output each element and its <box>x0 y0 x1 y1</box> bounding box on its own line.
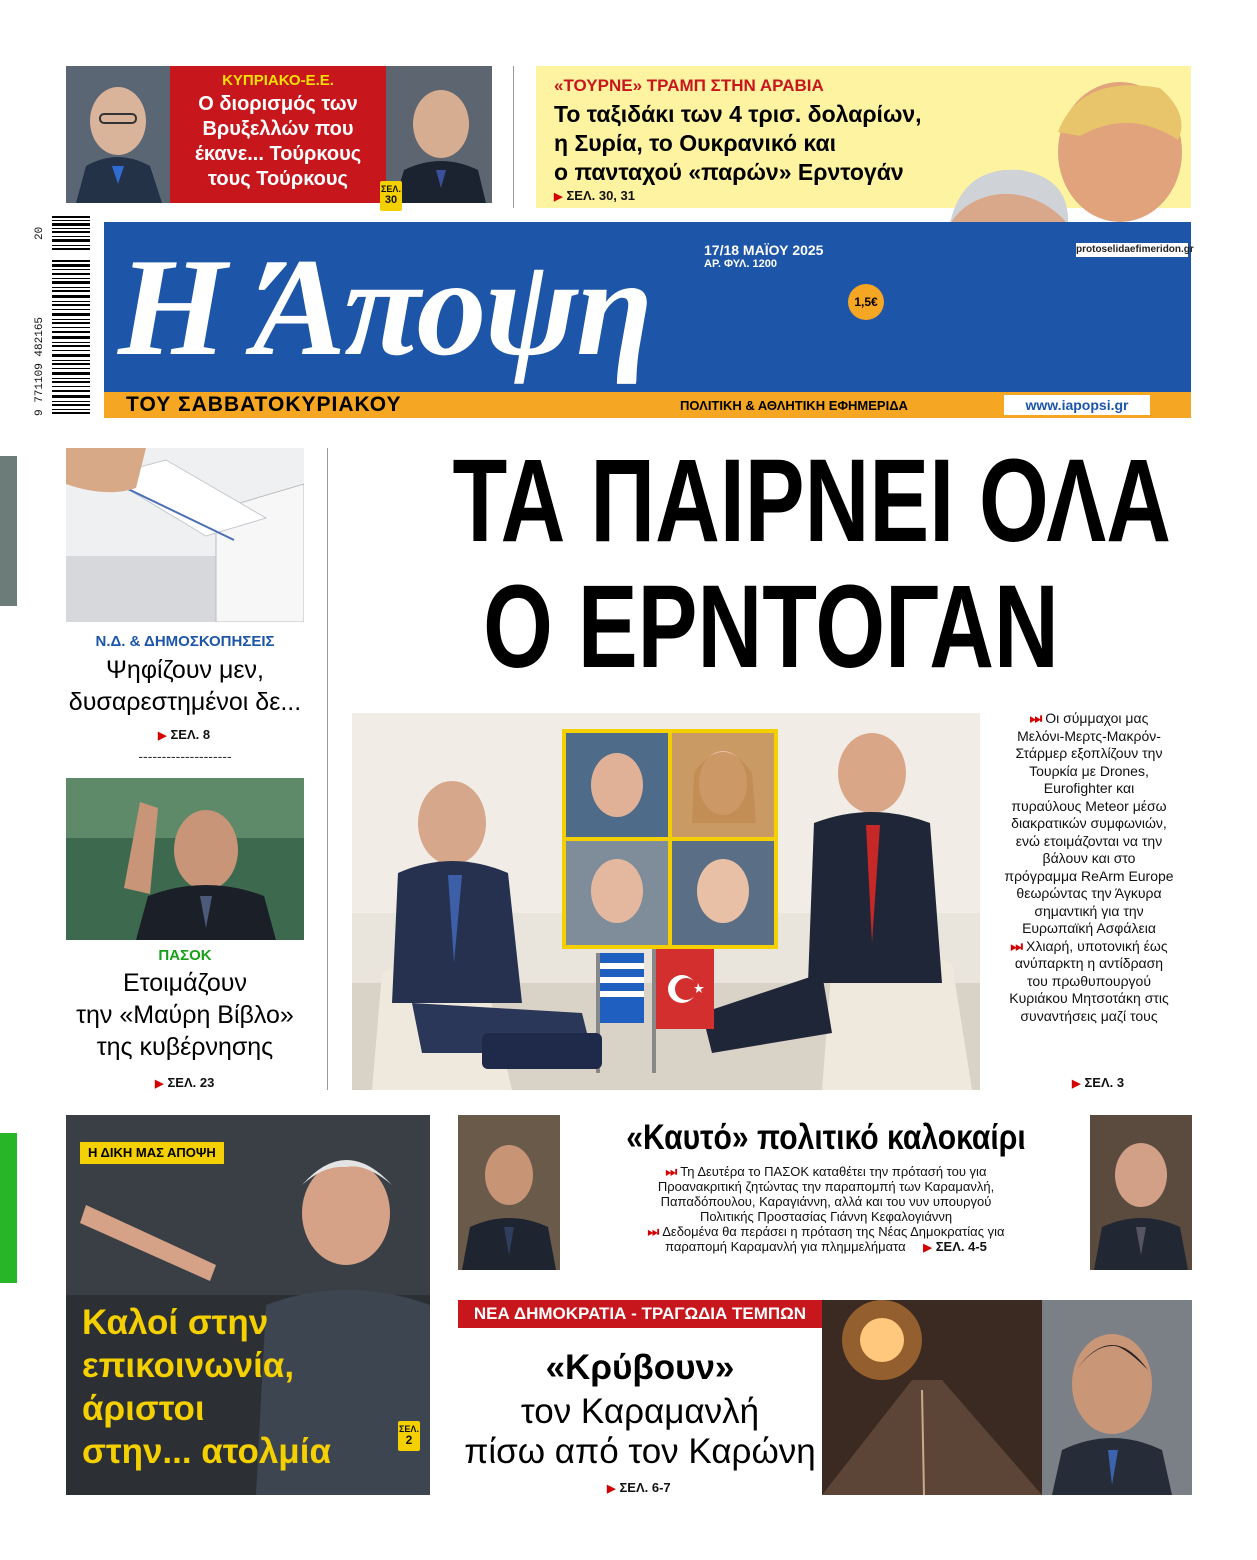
story1-kicker: Ν.Δ. & ΔΗΜΟΣΚΟΠΗΣΕΙΣ <box>95 633 275 650</box>
body-text: Τη Δευτέρα το ΠΑΣΟΚ καταθέτει την πρότασή του για <box>680 1164 987 1179</box>
promo-left-line: Ο διορισμός των <box>198 93 358 115</box>
main-body-line: Τουρκία με Drones, <box>1029 762 1149 779</box>
price-badge: 1,5€ <box>848 284 884 320</box>
main-body-line: συναντήσεις μαζί τους <box>1020 1007 1158 1024</box>
photo-ballot <box>66 448 304 622</box>
story1-headline[interactable] <box>56 654 314 718</box>
masthead-subbar <box>104 392 1191 418</box>
masthead-tagline: ΠΟΛΙΤΙΚΗ & ΑΘΛΗΤΙΚΗ ΕΦΗΜΕΡΙΔΑ <box>680 398 908 413</box>
website-link[interactable]: www.iapopsi.gr <box>1004 395 1150 415</box>
page-badge <box>398 1421 420 1451</box>
double-arrow-bullet-icon: ⏭ <box>1029 710 1043 726</box>
opinion-label: Η ΔΙΚΗ ΜΑΣ ΑΠΟΨΗ <box>80 1142 224 1164</box>
main-body-line: θεωρώντας την Άγκυρα <box>1016 885 1162 901</box>
page-badge <box>380 181 402 211</box>
masthead-issue: ΑΡ. ΦΥΛ. 1200 <box>704 258 777 270</box>
summer-line <box>566 1164 1086 1179</box>
opinion-line: Καλοί στην <box>82 1303 269 1342</box>
main-body-line: πυραύλους Meteor μέσω <box>1011 797 1167 814</box>
summer-line: Πολιτικής Προστασίας Γιάννη Κεφαλογιάννη <box>699 1209 953 1224</box>
main-headline-line: ΤΑ ΠΑΙΡΝΕΙ ΟΛΑ <box>452 438 1171 567</box>
double-arrow-bullet-icon: ⏭ <box>1010 937 1023 954</box>
barcode-number: 9 771109 482165 <box>34 316 46 416</box>
tempi-headline-bold[interactable]: «Κρύβουν» <box>545 1348 735 1387</box>
opinion-line: επικοινωνία, <box>82 1346 295 1385</box>
story2-line: την «Μαύρη Βίβλο» <box>76 1001 294 1029</box>
column-divider <box>513 66 514 208</box>
promo-left-line: έκανε... Τούρκους <box>194 143 362 165</box>
ref-text: ΣΕΛ. 4-5 <box>935 1239 987 1254</box>
side-tab-green <box>0 1133 17 1283</box>
main-headline-line: Ο ΕΡΝΤΟΓΑΝ <box>483 561 1059 693</box>
portrait-illustration <box>66 66 170 203</box>
body-text: Δεδομένα θα περάσει η πρόταση της Νέας Δημοκρατίας για <box>662 1224 1005 1239</box>
dotted-divider: -------------------- <box>138 748 232 764</box>
triangle-marker-icon: ▶ <box>1072 1078 1081 1090</box>
masthead <box>104 222 1194 392</box>
main-body-line: Κυριάκου Μητσοτάκη στις <box>1009 990 1169 1006</box>
tempi-line: πίσω από τον Καρώνη <box>464 1432 816 1471</box>
tempi-ref[interactable] <box>607 1480 671 1495</box>
ref-text: ΣΕΛ. 8 <box>170 727 211 742</box>
summer-body <box>566 1164 1086 1256</box>
opinion-box[interactable] <box>66 1115 430 1495</box>
summer-line <box>566 1239 1086 1256</box>
promo-left-line: τους Τούρκους <box>208 168 348 190</box>
story1-line: δυσαρεστημένοι δε... <box>68 688 302 716</box>
promo-right-line: η Συρία, το Ουκρανικό και <box>554 130 836 156</box>
masthead-date: 17/18 ΜΑΪΟΥ 2025 <box>704 242 824 258</box>
promo-right-headline <box>554 100 922 187</box>
main-body-line: Ευρωπαϊκή Ασφάλεια <box>1022 920 1156 936</box>
promo-left-headline <box>170 92 386 192</box>
badge-number: 2 <box>405 1433 413 1447</box>
tempi-kicker: ΝΕΑ ΔΗΜΟΚΡΑΤΙΑ - ΤΡΑΓΩΔΙΑ ΤΕΜΠΩΝ <box>458 1300 822 1328</box>
triangle-marker-icon: ▶ <box>607 1483 616 1495</box>
promo-right-line: Το ταξιδάκι των 4 τρισ. δολαρίων, <box>554 101 922 127</box>
summer-line: Προανακριτική ζητώντας την παραπομπή των Καραμανλή, <box>657 1179 995 1194</box>
summer-ref[interactable] <box>923 1239 987 1254</box>
portrait-illustration <box>66 778 304 940</box>
promo-right-ref[interactable] <box>554 188 635 203</box>
main-body-line <box>986 938 1192 956</box>
meeting-illustration <box>352 713 980 1090</box>
story2-line: της κυβέρνησης <box>96 1033 274 1061</box>
ref-text: ΣΕΛ. 23 <box>167 1075 215 1090</box>
crash-illustration <box>822 1300 1192 1495</box>
portrait-illustration <box>1090 1115 1192 1270</box>
side-tab-grey <box>0 456 17 606</box>
story1-ref[interactable] <box>158 727 210 742</box>
body-text: Οι σύμμαχοι μας <box>1045 710 1149 726</box>
photo-mitsotakis-erdogan <box>352 713 980 1090</box>
main-headline[interactable] <box>352 438 1190 698</box>
watermark: protoselidaefimeridon.gr <box>1076 244 1194 255</box>
main-body-line: ανύπαρκτη η αντίδραση <box>1014 955 1164 971</box>
photo-man-right <box>1090 1115 1192 1270</box>
double-arrow-bullet-icon: ⏭ <box>647 1224 660 1239</box>
story2-ref[interactable] <box>155 1075 214 1090</box>
main-body-line: πρόγραμμα ReArm Europe <box>1004 867 1174 884</box>
main-body-line: του πρωθυπουργού <box>1027 972 1151 989</box>
promo-right-line: ο πανταχού «παρών» Ερντογάν <box>554 159 904 185</box>
barcode-number-top: 20 <box>34 226 46 240</box>
triangle-marker-icon: ▶ <box>155 1078 164 1090</box>
tempi-line: τον Καραμανλή <box>520 1392 760 1431</box>
barcode <box>36 212 90 416</box>
triangle-marker-icon: ▶ <box>554 191 563 203</box>
photo-man-left <box>458 1115 560 1270</box>
promo-right-kicker: «ΤΟΥΡΝΕ» ΤΡΑΜΠ ΣΤΗΝ ΑΡΑΒΙΑ <box>554 76 824 95</box>
masthead-title[interactable]: Η Άποψη <box>118 230 651 385</box>
badge-label: ΣΕΛ. <box>381 184 401 194</box>
portrait-illustration <box>458 1115 560 1270</box>
ref-text: ΣΕΛ. 30, 31 <box>566 188 635 203</box>
promo-red-panel <box>170 66 386 203</box>
triangle-marker-icon: ▶ <box>158 730 167 742</box>
badge-label: ΣΕΛ. <box>399 1424 419 1434</box>
ref-text: ΣΕΛ. 3 <box>1084 1075 1125 1090</box>
story2-kicker: ΠΑΣΟΚ <box>158 947 212 964</box>
main-body-line: Μελόνι-Μερτς-Μακρόν- <box>1017 727 1161 744</box>
story1-line: Ψηφίζουν μεν, <box>106 656 264 684</box>
photo-androulakis <box>66 778 304 940</box>
main-body-line <box>986 710 1192 728</box>
summer-line <box>566 1224 1086 1239</box>
main-body-line: Στάρμερ εξοπλίζουν την <box>1015 745 1163 761</box>
triangle-marker-icon: ▶ <box>923 1242 932 1254</box>
story2-line: Ετοιμάζουν <box>123 969 247 997</box>
promo-cyprus-eu[interactable] <box>66 66 492 206</box>
main-ref[interactable] <box>1072 1075 1124 1090</box>
promo-left-line: Βρυξελλών που <box>202 118 354 140</box>
column-divider <box>327 448 328 1090</box>
summer-line: Παπαδόπουλου, Καραγιάννη, αλλά και του νυν υπουργού <box>660 1194 992 1209</box>
summer-headline[interactable]: «Καυτό» πολιτικό καλοκαίρι <box>626 1118 1026 1157</box>
double-arrow-bullet-icon: ⏭ <box>665 1164 678 1179</box>
ref-text: ΣΕΛ. 6-7 <box>619 1480 671 1495</box>
main-body <box>986 710 1192 1025</box>
badge-number: 30 <box>384 194 398 206</box>
main-body-line: βάλουν και στο <box>1042 850 1136 866</box>
promo-left-kicker: ΚΥΠΡΙΑΚΟ-Ε.Ε. <box>222 72 334 89</box>
photo-hahn <box>66 66 170 203</box>
body-text: παραπομή Καραμανλή για πλημμελήματα <box>665 1239 906 1254</box>
photo-tempi-crash <box>822 1300 1192 1495</box>
opinion-line: άριστοι <box>82 1389 205 1428</box>
main-body-line: διακρατικών συμφωνιών, <box>1011 815 1167 831</box>
main-body-line: ενώ ετοιμάζονται να την <box>1015 832 1163 849</box>
body-text: Χλιαρή, υποτονική έως <box>1026 937 1168 954</box>
opinion-headline <box>82 1301 382 1473</box>
ballot-illustration <box>66 448 304 622</box>
masthead-subtitle: ΤΟΥ ΣΑΒΒΑΤΟΚΥΡΙΑΚΟΥ <box>126 393 402 416</box>
story2-headline[interactable] <box>56 967 314 1063</box>
tempi-headline[interactable] <box>450 1392 830 1472</box>
opinion-line: στην... ατολμία <box>82 1432 331 1471</box>
main-body-line: Eurofighter και <box>1043 780 1135 796</box>
main-body-line: σημαντική για την <box>1034 902 1144 919</box>
